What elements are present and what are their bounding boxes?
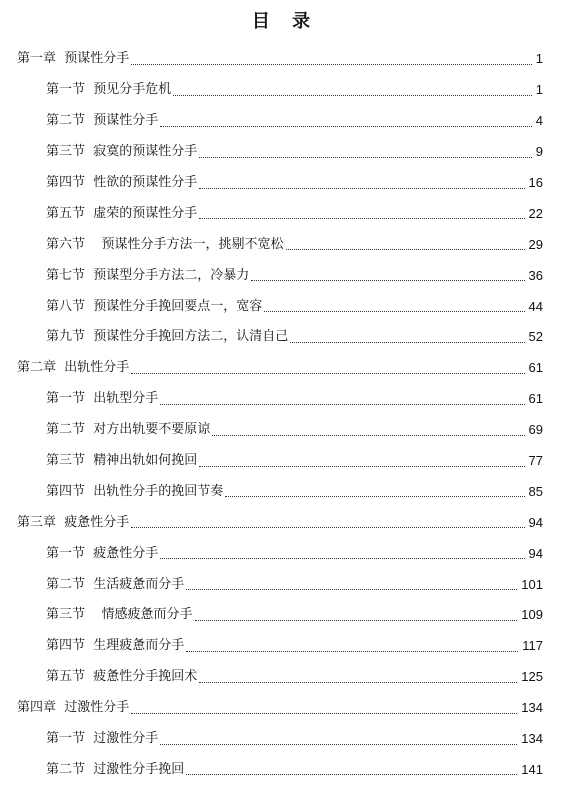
toc-section-entry — [0, 106, 570, 137]
toc-entry-label: 第二章 出轨性分手 — [17, 360, 130, 376]
toc-chapter-entry — [0, 693, 570, 724]
toc-entry-label: 第四章 过激性分手 — [17, 700, 130, 716]
toc-page-number: 16 — [528, 175, 543, 190]
toc-page-number: 141 — [521, 761, 543, 777]
dot-leader — [212, 435, 524, 436]
toc-section-entry — [0, 198, 570, 229]
dot-leader — [225, 496, 524, 497]
toc-page-number: 52 — [528, 329, 543, 345]
toc-section-entry — [0, 260, 570, 291]
toc-page-number: 61 — [528, 391, 543, 407]
dot-leader — [131, 527, 524, 528]
toc-page-number: 1 — [535, 82, 543, 98]
toc-entry-label: 第四节 性欲的预谋性分手 — [46, 175, 198, 190]
dot-leader — [251, 280, 524, 281]
toc-section-entry — [0, 631, 570, 662]
dot-leader — [286, 249, 525, 250]
dot-leader — [195, 620, 518, 621]
toc-section-entry — [0, 600, 570, 631]
toc-page-number: 4 — [535, 113, 543, 129]
toc-entry-label: 第四节 出轨性分手的挽回节奏 — [46, 483, 224, 499]
toc-section-entry — [0, 322, 570, 353]
dot-leader — [131, 64, 532, 65]
toc-entry-label: 第三节 精神出轨如何挽回 — [46, 453, 198, 469]
toc-page-number: 109 — [521, 607, 543, 623]
dot-leader — [199, 682, 517, 683]
toc-page-number: 61 — [528, 360, 543, 376]
dot-leader — [199, 157, 532, 158]
toc-page-number: 101 — [521, 576, 543, 592]
toc-section-entry — [0, 137, 570, 168]
toc-page-number: 29 — [528, 236, 543, 252]
toc-entry-label: 第二节 生活疲惫而分手 — [46, 576, 185, 592]
toc-section-entry — [0, 724, 570, 755]
toc-section-entry — [0, 229, 570, 260]
dot-leader — [131, 373, 524, 374]
toc-section-entry — [0, 415, 570, 446]
toc-section-entry — [0, 384, 570, 415]
dot-leader — [160, 558, 524, 559]
dot-leader — [186, 589, 517, 590]
toc-entry-label: 第六节 预谋性分手方法一，挑剔不宽松 — [46, 236, 284, 252]
toc-page-number: 117 — [522, 638, 543, 654]
toc-section-entry — [0, 476, 570, 507]
toc-section-entry — [0, 569, 570, 600]
toc-chapter-entry — [0, 353, 570, 384]
toc-chapter-entry — [0, 44, 570, 75]
toc-section-entry — [0, 291, 570, 322]
toc-page-number: 85 — [528, 483, 543, 499]
table-of-contents — [0, 44, 570, 785]
toc-section-entry — [0, 168, 570, 199]
toc-entry-label: 第一节 疲惫性分手 — [46, 545, 159, 561]
toc-entry-label: 第一节 预见分手危机 — [46, 82, 172, 98]
toc-entry-label: 第一节 过激性分手 — [46, 731, 159, 747]
dot-leader — [131, 713, 517, 714]
toc-section-entry — [0, 754, 570, 785]
toc-page-number: 94 — [528, 545, 543, 561]
toc-entry-label: 第三节 情感疲惫而分手 — [46, 607, 193, 623]
dot-leader — [160, 744, 517, 745]
toc-page-number: 1 — [535, 51, 543, 67]
toc-page-number: 77 — [528, 453, 543, 469]
dot-leader — [199, 188, 524, 189]
toc-page-number: 125 — [521, 669, 543, 685]
toc-entry-label: 第三章 疲惫性分手 — [17, 514, 130, 530]
toc-entry-label: 第二节 预谋性分手 — [46, 113, 159, 129]
toc-entry-label: 第一章 预谋性分手 — [17, 51, 130, 67]
toc-entry-label: 第四节 生理疲惫而分手 — [46, 638, 185, 654]
dot-leader — [186, 651, 518, 652]
toc-entry-label: 第七节 预谋型分手方法二，冷暴力 — [46, 267, 250, 283]
toc-section-entry — [0, 538, 570, 569]
toc-entry-label: 第五节 疲惫性分手挽回术 — [46, 669, 198, 685]
toc-page-number: 134 — [521, 731, 543, 747]
dot-leader — [264, 311, 524, 312]
toc-page-number: 36 — [528, 267, 543, 283]
toc-page-number: 9 — [535, 144, 543, 160]
toc-entry-label: 第九节 预谋性分手挽回方法二，认清自己 — [46, 329, 289, 345]
toc-entry-label: 第八节 预谋性分手挽回要点一，宽容 — [46, 298, 263, 314]
toc-page-number: 94 — [528, 514, 543, 530]
dot-leader — [173, 95, 532, 96]
toc-title: 目 录 — [251, 11, 319, 32]
dot-leader — [186, 774, 517, 775]
dot-leader — [199, 466, 524, 467]
toc-entry-label: 第二节 过激性分手挽回 — [46, 761, 185, 777]
toc-chapter-entry — [0, 507, 570, 538]
dot-leader — [160, 404, 524, 405]
dot-leader — [160, 126, 532, 127]
toc-page-number: 22 — [528, 205, 543, 221]
toc-entry-label: 第二节 对方出轨要不要原谅 — [46, 422, 211, 438]
dot-leader — [199, 218, 524, 219]
toc-page-number: 134 — [521, 700, 543, 716]
toc-section-entry — [0, 75, 570, 106]
toc-entry-label: 第三节 寂寞的预谋性分手 — [46, 144, 198, 160]
toc-entry-label: 第一节 出轨型分手 — [46, 391, 159, 407]
toc-section-entry — [0, 446, 570, 477]
toc-section-entry — [0, 662, 570, 693]
toc-page-number: 69 — [528, 422, 543, 438]
dot-leader — [290, 342, 524, 343]
toc-page-number: 44 — [528, 298, 543, 314]
toc-entry-label: 第五节 虚荣的预谋性分手 — [46, 205, 198, 221]
